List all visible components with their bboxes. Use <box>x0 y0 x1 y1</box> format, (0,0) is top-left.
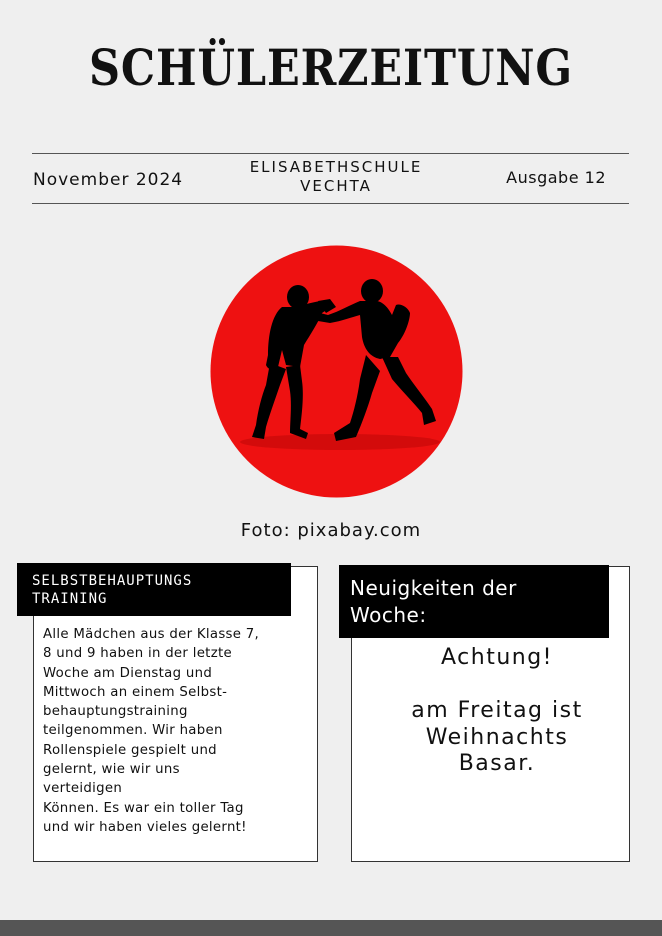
newspaper-title: SCHÜLERZEITUNG <box>89 38 573 97</box>
news-text: Achtung! am Freitag ist Weihnachts Basar. <box>411 645 583 776</box>
red-circle <box>211 246 463 498</box>
article-heading <box>17 563 291 616</box>
header-rule-top <box>32 153 629 154</box>
news-heading-line: Woche: <box>350 603 427 627</box>
article-heading-line: TRAINING <box>32 591 108 607</box>
boxing-photo <box>210 245 463 498</box>
article-heading-line: SELBSTBEHAUPTUNGS <box>32 573 193 589</box>
school-name-line: ELISABETHSCHULE <box>249 158 423 176</box>
issue-date: November 2024 <box>33 170 184 190</box>
header-rule-bottom <box>32 203 629 204</box>
school-name <box>222 158 450 196</box>
footer-bar <box>0 920 662 936</box>
article-text: Alle Mädchen aus der Klasse 7, 8 und 9 haben in der letzte Woche am Dienstag und Mittwoch an einem Selbst- behauptungstraining teilgenommen. Wir haben Rollenspiele gespielt und gelernt, wie wir uns verteidigen Können. Es war ein toller Tag und wir haben vieles gelernt! <box>43 627 260 835</box>
photo-caption: Foto: pixabay.com <box>240 520 422 541</box>
news-heading <box>339 565 609 638</box>
issue-number: Ausgabe 12 <box>506 168 606 187</box>
news-heading-line: Neuigkeiten der <box>350 576 517 600</box>
school-city-line: VECHTA <box>300 177 372 195</box>
